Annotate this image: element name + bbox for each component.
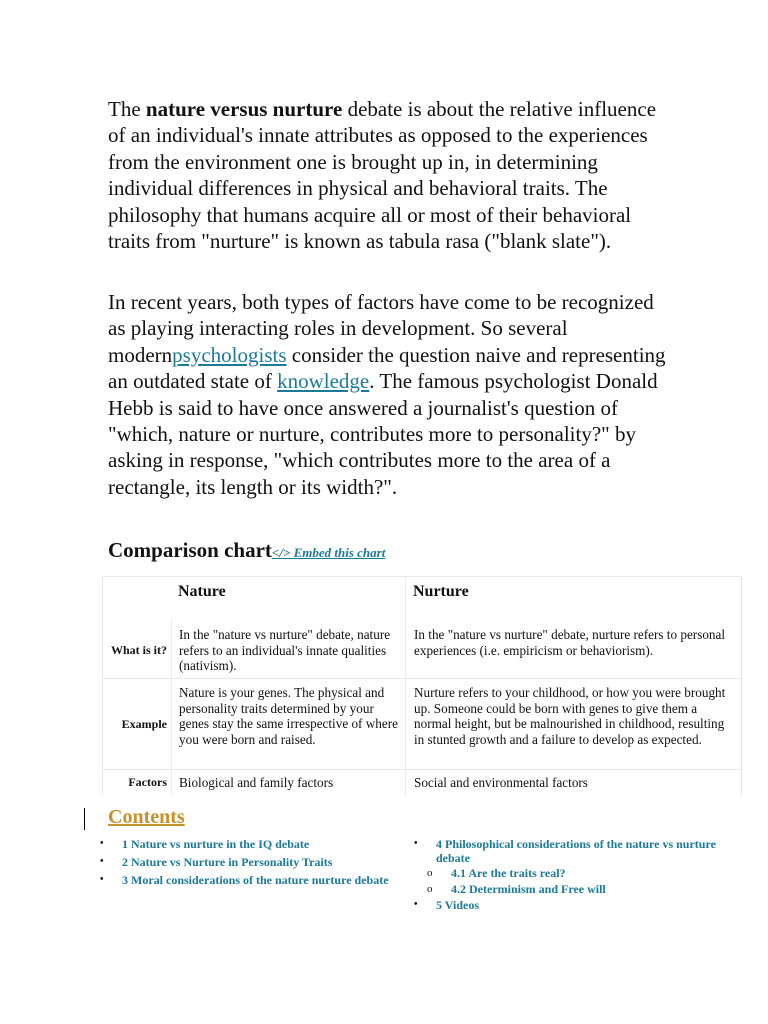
toc-item[interactable] — [414, 898, 736, 912]
knowledge-link[interactable]: knowledge — [277, 369, 370, 394]
comparison-heading-text: Comparison chart — [108, 538, 272, 562]
toc-item[interactable] — [414, 837, 736, 865]
toc-item[interactable] — [100, 837, 392, 851]
toc-item-label: 2 Nature vs Nurture in Personality Traits — [122, 855, 333, 869]
toc-item-label: 3 Moral considerations of the nature nurture debate — [122, 873, 389, 887]
cell-nature-definition: In the "nature vs nurture" debate, nature refers to an individual's innate qualities (nativism). — [179, 627, 391, 674]
cell-nurture-definition: In the "nature vs nurture" debate, nurture refers to personal experiences (i.e. empiricism or behaviorism). — [414, 627, 726, 658]
comparison-table — [102, 576, 742, 795]
column-header-nurture: Nurture — [413, 583, 469, 600]
cell-nurture-example: Nurture refers to your childhood, or how you were brought up. Someone could be born with genes to give them a normal height, but be malnourished in childhood, resulting in stunted growth and a failure to develop as expected. — [414, 685, 726, 747]
cell-nurture-factors: Social and environmental factors — [414, 775, 588, 790]
row-label-what-is-it: What is it? — [110, 643, 167, 657]
toc-item-label: 4 Philosophical considerations of the nature vs nurture debate — [436, 837, 716, 865]
toc-item-label: 5 Videos — [436, 898, 480, 912]
embed-chart-link[interactable]: </> Embed this chart — [271, 545, 386, 560]
toc-item-label: 4.1 Are the traits real? — [451, 866, 566, 880]
contents-title: Contents — [108, 806, 185, 828]
column-header-nature: Nature — [178, 583, 226, 600]
row-label-factors: Factors — [128, 775, 167, 789]
psychologists-link[interactable]: psychologists — [172, 342, 287, 367]
intro-text: The — [108, 97, 146, 121]
bullet-icon: o — [427, 883, 433, 895]
toc-item[interactable] — [100, 855, 392, 869]
text-cursor — [84, 808, 85, 830]
intro-paragraph-2 — [108, 289, 668, 500]
toc-subitem[interactable] — [427, 866, 736, 880]
table-divider — [405, 577, 406, 795]
bullet-icon: • — [414, 899, 418, 910]
cell-nature-factors: Biological and family factors — [179, 775, 334, 790]
contents-list-left — [100, 837, 392, 887]
intro-text: In recent years, both types of factors have come to be recognized as playing interacting roles in development. So several modern — [108, 290, 654, 367]
table-divider — [103, 769, 741, 770]
comparison-heading — [108, 538, 385, 563]
toc-item-label: 4.2 Determinism and Free will — [451, 882, 606, 896]
intro-text: debate is about the relative influence of an individual's innate attributes as opposed to the experiences from the environment one is brought up in, in determining individual differences in physical and behavioral traits. The philosophy that humans acquire all or most of their behavioral traits from "nurture" is known as tabula rasa ("blank slate"). — [108, 97, 657, 254]
bullet-icon: • — [100, 838, 104, 849]
cell-nature-example: Nature is your genes. The physical and personality traits determined by your genes stay the same irrespective of where you were born and raised. — [179, 685, 398, 747]
contents-list-right — [414, 837, 736, 912]
toc-subitem[interactable] — [427, 882, 736, 896]
intro-bold-term: nature versus nurture — [145, 97, 343, 121]
bullet-icon: • — [414, 838, 418, 849]
intro-text: consider the question naive and representing an outdated state of — [108, 342, 666, 394]
bullet-icon: • — [100, 874, 104, 885]
bullet-icon: o — [427, 867, 433, 879]
row-label-example: Example — [121, 717, 167, 731]
bullet-icon: • — [100, 856, 104, 867]
intro-paragraph-1 — [108, 96, 668, 254]
intro-text: . The famous psychologist Donald Hebb is said to have once answered a journalist's question of "which, nature or nurture, contributes more to personality?" by asking in response, "which contributes more to the area of a rectangle, its length or its width?". — [108, 369, 658, 499]
toc-item[interactable] — [100, 873, 392, 887]
table-divider — [103, 678, 741, 679]
toc-item-label: 1 Nature vs nurture in the IQ debate — [122, 837, 310, 851]
